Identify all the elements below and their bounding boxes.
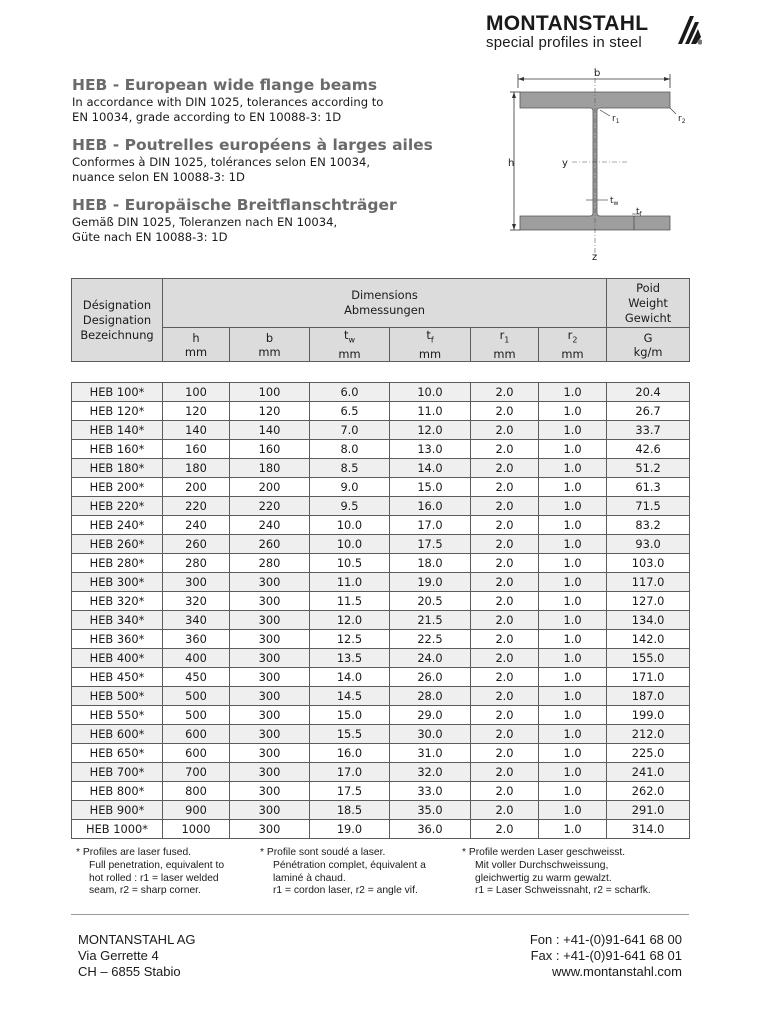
profile-designation: HEB 280* xyxy=(72,554,163,573)
table-cell: 2.0 xyxy=(471,744,539,763)
footnote-line: r1 = Laser Schweissnaht, r2 = scharfk. xyxy=(475,885,651,897)
table-cell: 1.0 xyxy=(539,573,607,592)
table-cell: 10.5 xyxy=(310,554,390,573)
table-cell: 300 xyxy=(230,687,310,706)
table-cell: 1.0 xyxy=(539,744,607,763)
table-cell: 2.0 xyxy=(471,763,539,782)
table-cell: 12.0 xyxy=(310,611,390,630)
table-cell: 2.0 xyxy=(471,687,539,706)
footnote-line: * Profile sont soudé a laser. xyxy=(260,847,386,858)
table-cell: 180 xyxy=(230,459,310,478)
profile-designation: HEB 160* xyxy=(72,440,163,459)
table-cell: 33.0 xyxy=(390,782,471,801)
footnote-line: seam, r2 = sharp corner. xyxy=(89,885,201,897)
table-cell: 212.0 xyxy=(607,725,690,744)
table-cell: 142.0 xyxy=(607,630,690,649)
table-cell: 200 xyxy=(230,478,310,497)
table-cell: 19.0 xyxy=(310,820,390,839)
table-cell: 300 xyxy=(163,573,230,592)
table-cell: 260 xyxy=(230,535,310,554)
profile-designation: HEB 260* xyxy=(72,535,163,554)
phone-number: Fon : +41-(0)91-641 68 00 xyxy=(529,932,682,947)
address-line: CH – 6855 Stabio xyxy=(78,964,181,979)
table-cell: 600 xyxy=(163,744,230,763)
table-row xyxy=(72,459,690,478)
unit-header-b: b mm xyxy=(230,328,310,362)
table-cell: 300 xyxy=(230,782,310,801)
table-cell: 100 xyxy=(163,383,230,402)
table-cell: 1.0 xyxy=(539,725,607,744)
table-spacer xyxy=(72,362,690,383)
table-cell: 1.0 xyxy=(539,440,607,459)
table-cell: 33.7 xyxy=(607,421,690,440)
footnote-line: Full penetration, equivalent to xyxy=(89,859,225,871)
table-cell: 300 xyxy=(230,592,310,611)
table-cell: 800 xyxy=(163,782,230,801)
table-cell: 140 xyxy=(163,421,230,440)
table-cell: 16.0 xyxy=(390,497,471,516)
table-cell: 2.0 xyxy=(471,801,539,820)
table-cell: 400 xyxy=(163,649,230,668)
table-cell: 10.0 xyxy=(310,535,390,554)
table-cell: 1.0 xyxy=(539,630,607,649)
table-cell: 2.0 xyxy=(471,440,539,459)
table-cell: 360 xyxy=(163,630,230,649)
table-cell: 1.0 xyxy=(539,421,607,440)
table-cell: 2.0 xyxy=(471,725,539,744)
table-cell: 11.0 xyxy=(390,402,471,421)
table-cell: 2.0 xyxy=(471,383,539,402)
table-cell: 36.0 xyxy=(390,820,471,839)
table-cell: 187.0 xyxy=(607,687,690,706)
title-section xyxy=(72,76,492,256)
table-cell: 1.0 xyxy=(539,668,607,687)
table-cell: 117.0 xyxy=(607,573,690,592)
fax-number: Fax : +41-(0)91-641 68 01 xyxy=(530,948,682,963)
table-cell: 15.0 xyxy=(390,478,471,497)
section-description: Gemäß DIN 1025, Toleranzen nach EN 10034, xyxy=(72,215,338,229)
table-cell: 13.0 xyxy=(390,440,471,459)
profile-designation: HEB 100* xyxy=(72,383,163,402)
table-cell: 300 xyxy=(230,744,310,763)
table-row xyxy=(72,440,690,459)
table-cell: 2.0 xyxy=(471,611,539,630)
table-cell: 2.0 xyxy=(471,421,539,440)
table-cell: 15.5 xyxy=(310,725,390,744)
table-cell: 29.0 xyxy=(390,706,471,725)
table-row xyxy=(72,573,690,592)
table-cell: 450 xyxy=(163,668,230,687)
table-cell: 100 xyxy=(230,383,310,402)
brand-logo xyxy=(486,12,714,52)
table-row xyxy=(72,744,690,763)
table-cell: 14.5 xyxy=(310,687,390,706)
table-cell: 35.0 xyxy=(390,801,471,820)
table-cell: 2.0 xyxy=(471,459,539,478)
table-cell: 2.0 xyxy=(471,535,539,554)
unit-header-g: G kg/m xyxy=(607,328,690,362)
brand-mark-icon xyxy=(676,12,702,46)
table-cell: 2.0 xyxy=(471,706,539,725)
table-cell: 1.0 xyxy=(539,383,607,402)
table-row xyxy=(72,668,690,687)
table-cell: 1000 xyxy=(163,820,230,839)
table-row xyxy=(72,611,690,630)
table-cell: 260 xyxy=(163,535,230,554)
table-cell: 2.0 xyxy=(471,402,539,421)
footnote-line: r1 = cordon laser, r2 = angle vif. xyxy=(273,885,418,897)
table-cell: 32.0 xyxy=(390,763,471,782)
table-cell: 1.0 xyxy=(539,649,607,668)
table-row xyxy=(72,725,690,744)
table-cell: 1.0 xyxy=(539,497,607,516)
section-description: Güte nach EN 10088-3: 1D xyxy=(72,230,228,244)
table-cell: 28.0 xyxy=(390,687,471,706)
table-row xyxy=(72,763,690,782)
profile-designation: HEB 400* xyxy=(72,649,163,668)
section-title: HEB - Europäische Breitflanschträger xyxy=(72,196,397,214)
table-row xyxy=(72,649,690,668)
table-row xyxy=(72,497,690,516)
unit-header-r2: $r_2$ mm xyxy=(539,328,607,362)
table-cell: 500 xyxy=(163,706,230,725)
table-cell: 71.5 xyxy=(607,497,690,516)
table-row xyxy=(72,478,690,497)
r1-label: $r_1$ xyxy=(612,114,620,125)
table-cell: 103.0 xyxy=(607,554,690,573)
table-cell: 1.0 xyxy=(539,478,607,497)
table-row xyxy=(72,687,690,706)
table-cell: 18.5 xyxy=(310,801,390,820)
table-cell: 17.5 xyxy=(390,535,471,554)
profile-designation: HEB 500* xyxy=(72,687,163,706)
tf-label: $t_f$ xyxy=(636,207,642,218)
table-cell: 10.0 xyxy=(310,516,390,535)
table-cell: 240 xyxy=(230,516,310,535)
table-cell: 2.0 xyxy=(471,782,539,801)
table-cell: 13.5 xyxy=(310,649,390,668)
table-cell: 61.3 xyxy=(607,478,690,497)
footnote-line: gleichwertig zu warm gewalzt. xyxy=(475,872,612,884)
table-cell: 15.0 xyxy=(310,706,390,725)
table-cell: 1.0 xyxy=(539,402,607,421)
table-cell: 1.0 xyxy=(539,535,607,554)
table-cell: 160 xyxy=(163,440,230,459)
table-cell: 500 xyxy=(163,687,230,706)
profile-designation: HEB 360* xyxy=(72,630,163,649)
table-cell: 21.5 xyxy=(390,611,471,630)
table-cell: 2.0 xyxy=(471,820,539,839)
table-cell: 314.0 xyxy=(607,820,690,839)
profile-designation: HEB 1000* xyxy=(72,820,163,839)
unit-header-h: h mm xyxy=(163,328,230,362)
tw-label: $t_w$ xyxy=(610,196,619,207)
table-cell: 14.0 xyxy=(310,668,390,687)
profile-designation: HEB 320* xyxy=(72,592,163,611)
table-row xyxy=(72,630,690,649)
profile-designation: HEB 200* xyxy=(72,478,163,497)
table-cell: 17.0 xyxy=(390,516,471,535)
section-title: HEB - European wide flange beams xyxy=(72,76,378,94)
table-cell: 30.0 xyxy=(390,725,471,744)
table-cell: 20.4 xyxy=(607,383,690,402)
table-cell: 19.0 xyxy=(390,573,471,592)
table-row xyxy=(72,782,690,801)
table-cell: 200 xyxy=(163,478,230,497)
website-link[interactable]: www.montanstahl.com xyxy=(551,964,682,979)
dim-b-label: b xyxy=(594,68,601,79)
table-cell: 160 xyxy=(230,440,310,459)
profile-designation: HEB 600* xyxy=(72,725,163,744)
profile-designation: HEB 220* xyxy=(72,497,163,516)
table-cell: 280 xyxy=(163,554,230,573)
dim-h-label: h xyxy=(508,158,515,169)
table-cell: 6.5 xyxy=(310,402,390,421)
table-cell: 26.0 xyxy=(390,668,471,687)
table-cell: 180 xyxy=(163,459,230,478)
table-cell: 83.2 xyxy=(607,516,690,535)
table-cell: 17.5 xyxy=(310,782,390,801)
table-cell: 300 xyxy=(230,668,310,687)
table-cell: 127.0 xyxy=(607,592,690,611)
table-cell: 1.0 xyxy=(539,554,607,573)
table-row xyxy=(72,516,690,535)
table-cell: 10.0 xyxy=(390,383,471,402)
axis-z-label: z xyxy=(592,252,598,262)
table-cell: 17.0 xyxy=(310,763,390,782)
table-cell: 1.0 xyxy=(539,592,607,611)
footnote-line: hot rolled : r1 = laser welded xyxy=(89,872,219,884)
table-cell: 700 xyxy=(163,763,230,782)
table-row xyxy=(72,383,690,402)
table-cell: 300 xyxy=(230,706,310,725)
table-cell: 300 xyxy=(230,820,310,839)
table-row xyxy=(72,554,690,573)
table-cell: 1.0 xyxy=(539,763,607,782)
table-cell: 300 xyxy=(230,763,310,782)
table-cell: 220 xyxy=(230,497,310,516)
table-cell: 300 xyxy=(230,725,310,744)
table-cell: 24.0 xyxy=(390,649,471,668)
footnote xyxy=(462,847,651,898)
unit-header-tf: $t_f$ mm xyxy=(390,328,471,362)
table-cell: 22.5 xyxy=(390,630,471,649)
table-row xyxy=(72,820,690,839)
table-cell: 291.0 xyxy=(607,801,690,820)
table-cell: 1.0 xyxy=(539,820,607,839)
table-cell: 1.0 xyxy=(539,459,607,478)
beam-cross-section-diagram xyxy=(508,66,708,262)
table-cell: 300 xyxy=(230,630,310,649)
table-row xyxy=(72,801,690,820)
table-cell: 171.0 xyxy=(607,668,690,687)
table-cell: 600 xyxy=(163,725,230,744)
table-cell: 8.0 xyxy=(310,440,390,459)
table-cell: 2.0 xyxy=(471,592,539,611)
table-row xyxy=(72,592,690,611)
table-row xyxy=(72,402,690,421)
company-contact xyxy=(530,932,682,980)
footnote xyxy=(76,847,224,898)
section-description: Conformes à DIN 1025, tolérances selon EN 10034, xyxy=(72,155,371,169)
profile-designation: HEB 800* xyxy=(72,782,163,801)
table-cell: 320 xyxy=(163,592,230,611)
table-cell: 2.0 xyxy=(471,630,539,649)
heading-block xyxy=(72,136,492,185)
profile-designation: HEB 650* xyxy=(72,744,163,763)
unit-header-r1: $r_1$ mm xyxy=(471,328,539,362)
section-description: In accordance with DIN 1025, tolerances according to xyxy=(72,95,384,109)
profile-designation: HEB 120* xyxy=(72,402,163,421)
weight-header: Poid Weight Gewicht xyxy=(607,279,690,328)
table-cell: 1.0 xyxy=(539,782,607,801)
table-cell: 2.0 xyxy=(471,649,539,668)
table-cell: 300 xyxy=(230,573,310,592)
table-cell: 140 xyxy=(230,421,310,440)
section-title: HEB - Poutrelles européens à larges ailes xyxy=(72,136,433,154)
profile-designation: HEB 340* xyxy=(72,611,163,630)
footer-divider xyxy=(71,914,689,915)
heb-dimensions-table xyxy=(71,278,690,839)
footnote-line: * Profile werden Laser geschweisst. xyxy=(462,847,626,858)
table-cell: 1.0 xyxy=(539,611,607,630)
profile-designation: HEB 240* xyxy=(72,516,163,535)
table-cell: 900 xyxy=(163,801,230,820)
brand-name: MONTANSTAHL xyxy=(486,12,649,35)
table-cell: 9.0 xyxy=(310,478,390,497)
table-cell: 12.5 xyxy=(310,630,390,649)
footnote-line: Mit voller Durchschweissung, xyxy=(475,859,609,871)
table-cell: 2.0 xyxy=(471,554,539,573)
profile-designation: HEB 300* xyxy=(72,573,163,592)
table-cell: 26.7 xyxy=(607,402,690,421)
brand-tagline: special profiles in steel xyxy=(486,34,642,51)
table-row xyxy=(72,706,690,725)
table-cell: 300 xyxy=(230,649,310,668)
table-cell: 225.0 xyxy=(607,744,690,763)
profile-designation: HEB 550* xyxy=(72,706,163,725)
table-cell: 8.5 xyxy=(310,459,390,478)
table-cell: 134.0 xyxy=(607,611,690,630)
table-cell: 2.0 xyxy=(471,668,539,687)
table-cell: 280 xyxy=(230,554,310,573)
heading-block xyxy=(72,76,492,125)
table-cell: 1.0 xyxy=(539,706,607,725)
table-cell: 2.0 xyxy=(471,516,539,535)
table-cell: 1.0 xyxy=(539,516,607,535)
table-cell: 262.0 xyxy=(607,782,690,801)
heading-block xyxy=(72,196,492,245)
profile-designation: HEB 450* xyxy=(72,668,163,687)
axis-y-label: y xyxy=(562,158,568,169)
dimensions-header: Dimensions Abmessungen xyxy=(163,279,607,328)
unit-header-tw: $t_w$ mm xyxy=(310,328,390,362)
table-row xyxy=(72,421,690,440)
table-cell: 6.0 xyxy=(310,383,390,402)
table-cell: 120 xyxy=(230,402,310,421)
table-cell: 7.0 xyxy=(310,421,390,440)
table-cell: 2.0 xyxy=(471,573,539,592)
profile-designation: HEB 180* xyxy=(72,459,163,478)
table-cell: 11.0 xyxy=(310,573,390,592)
table-cell: 1.0 xyxy=(539,687,607,706)
table-cell: 20.5 xyxy=(390,592,471,611)
footnote-line: laminé à chaud. xyxy=(273,872,346,884)
table-cell: 93.0 xyxy=(607,535,690,554)
footnote-line: * Profiles are laser fused. xyxy=(76,847,192,858)
table-cell: 300 xyxy=(230,611,310,630)
profile-designation: HEB 140* xyxy=(72,421,163,440)
table-cell: 14.0 xyxy=(390,459,471,478)
footnote-line: Pénétration complet, équivalent a xyxy=(273,859,426,871)
table-cell: 240 xyxy=(163,516,230,535)
table-cell: 31.0 xyxy=(390,744,471,763)
r2-label: $r_2$ xyxy=(678,114,686,125)
table-cell: 51.2 xyxy=(607,459,690,478)
table-cell: 11.5 xyxy=(310,592,390,611)
footnote xyxy=(260,847,426,898)
company-address xyxy=(78,932,196,980)
table-cell: 220 xyxy=(163,497,230,516)
table-cell: 340 xyxy=(163,611,230,630)
table-cell: 16.0 xyxy=(310,744,390,763)
table-cell: 1.0 xyxy=(539,801,607,820)
table-cell: 2.0 xyxy=(471,478,539,497)
table-cell: 241.0 xyxy=(607,763,690,782)
table-cell: 12.0 xyxy=(390,421,471,440)
table-cell: 155.0 xyxy=(607,649,690,668)
table-cell: 120 xyxy=(163,402,230,421)
profile-designation: HEB 700* xyxy=(72,763,163,782)
table-cell: 42.6 xyxy=(607,440,690,459)
section-description: nuance selon EN 10088-3: 1D xyxy=(72,170,245,184)
table-cell: 2.0 xyxy=(471,497,539,516)
designation-header: Désignation Designation Bezeichnung xyxy=(72,279,163,362)
table-cell: 300 xyxy=(230,801,310,820)
address-line: MONTANSTAHL AG xyxy=(78,932,196,947)
table-cell: 9.5 xyxy=(310,497,390,516)
address-line: Via Gerrette 4 xyxy=(78,948,159,963)
table-row xyxy=(72,535,690,554)
section-description: EN 10034, grade according to EN 10088-3: 1D xyxy=(72,110,342,124)
table-cell: 18.0 xyxy=(390,554,471,573)
profile-designation: HEB 900* xyxy=(72,801,163,820)
table-cell: 199.0 xyxy=(607,706,690,725)
